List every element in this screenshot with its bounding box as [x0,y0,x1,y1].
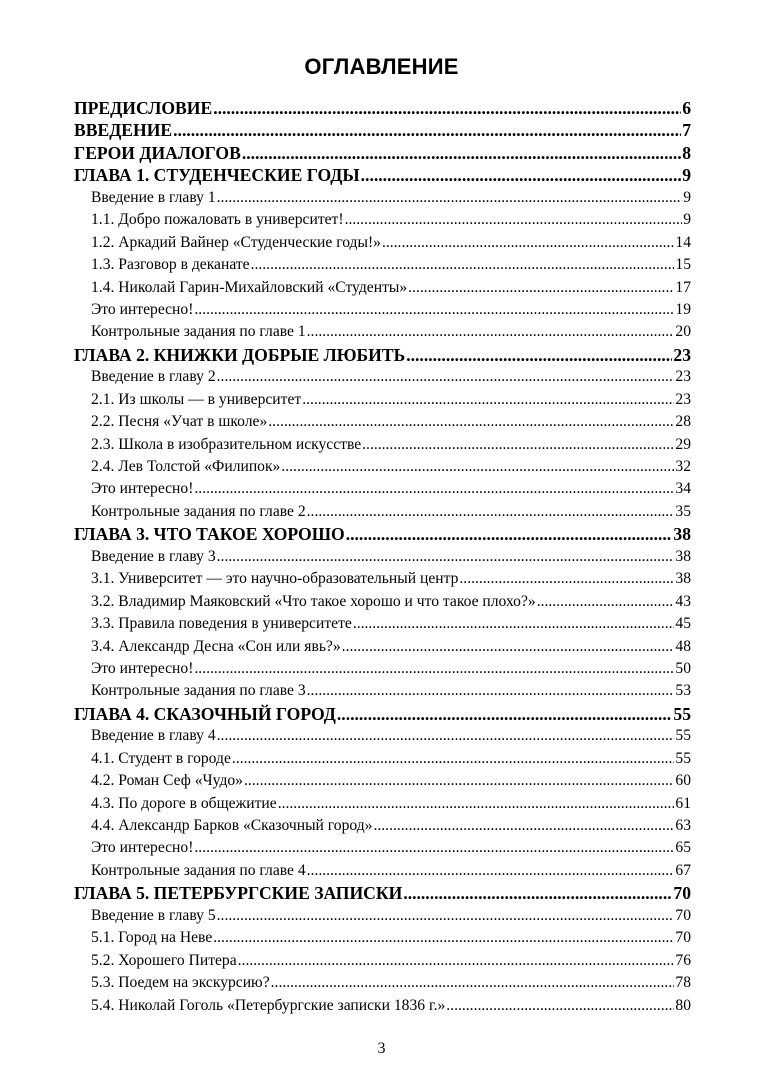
toc-entry-page: 60 [675,772,691,790]
toc-entry-label: Это интересно! [91,659,194,677]
toc-entry-page: 55 [675,727,691,745]
toc-entry-page: 9 [683,188,691,206]
dot-leader [173,119,681,141]
toc-entry-label: ВВЕДЕНИЕ [74,120,173,141]
dot-leader [242,142,681,164]
toc-section-entry [74,636,691,658]
toc-entry-page: 78 [675,974,691,992]
toc-entry-label: Контрольные задания по главе 4 [91,861,306,879]
toc-section-entry [74,837,691,859]
toc-section-entry [74,927,691,949]
toc-entry-page: 63 [675,817,691,834]
toc-chapter-entry [74,523,691,545]
toc-entry-label: 4.4. Александр Барков «Сказочный город» [91,817,373,834]
dot-leader [361,164,682,186]
table-of-contents [74,97,691,1017]
dot-leader [232,748,675,770]
toc-entry-label: Введение в главу 4 [91,727,216,745]
toc-entry-page: 23 [675,368,691,386]
dot-leader [213,927,674,949]
toc-entry-page: 53 [675,682,691,700]
dot-leader [271,972,675,994]
toc-entry-page: 55 [673,703,691,724]
toc-entry-page: 34 [675,480,691,498]
toc-section-entry [74,389,691,411]
toc-chapter-entry [74,142,691,164]
toc-entry-page: 23 [675,390,691,408]
dot-leader [194,837,674,859]
dot-leader [217,725,675,747]
dot-leader [382,232,674,254]
toc-entry-page: 67 [675,861,691,879]
toc-section-entry [74,793,691,815]
toc-entry-label: 2.2. Песня «Учат в школе» [91,413,268,431]
dot-leader [194,299,674,321]
dot-leader [373,815,674,837]
toc-entry-label: 2.3. Школа в изобразительном искусстве [91,435,362,453]
dot-leader [406,344,672,366]
dot-leader [194,658,674,680]
dot-leader [217,546,675,568]
toc-entry-page: 50 [675,659,691,677]
toc-entry-label: Это интересно! [91,480,194,498]
dot-leader [342,636,675,658]
toc-chapter-entry [74,164,691,186]
dot-leader [446,995,674,1017]
toc-entry-page: 8 [682,142,691,163]
toc-entry-page: 48 [675,637,691,655]
toc-entry-label: 5.4. Николай Гоголь «Петербургские записки 1836 г.» [91,996,446,1014]
toc-section-entry [74,546,691,568]
toc-entry-label: ГЛАВА 1. СТУДЕНЧЕСКИЕ ГОДЫ [74,165,360,186]
toc-section-entry [74,995,691,1017]
toc-section-entry [74,366,691,388]
dot-leader [345,209,683,231]
toc-section-entry [74,299,691,321]
toc-entry-page: 28 [675,413,691,431]
toc-entry-label: 2.1. Из школы — в университет [91,390,302,408]
toc-entry-label: ГЕРОИ ДИАЛОГОВ [74,142,241,163]
toc-entry-page: 70 [673,883,691,904]
toc-section-entry [74,321,691,343]
toc-entry-label: 3.3. Правила поведения в университете [91,615,352,633]
dot-leader [194,478,674,500]
toc-entry-label: 2.4. Лев Толстой «Филипок» [91,458,281,475]
toc-section-entry [74,277,691,299]
toc-entry-page: 45 [675,615,691,633]
toc-entry-page: 17 [675,278,691,296]
toc-section-entry [74,770,691,792]
toc-section-entry [74,815,691,837]
dot-leader [537,591,675,613]
toc-entry-page: 19 [675,300,691,318]
toc-section-entry [74,232,691,254]
toc-section-entry [74,860,691,882]
toc-entry-page: 70 [675,906,691,924]
dot-leader [213,97,681,119]
toc-section-entry [74,748,691,770]
toc-chapter-entry [74,703,691,725]
toc-entry-page: 65 [675,839,691,857]
toc-section-entry [74,658,691,680]
toc-section-entry [74,613,691,635]
toc-entry-page: 15 [675,256,691,274]
dot-leader [307,860,675,882]
toc-section-entry [74,411,691,433]
toc-entry-label: 1.2. Аркадий Вайнер «Студенческие годы!» [91,233,381,251]
dot-leader [302,389,674,411]
toc-entry-label: 1.4. Николай Гарин-Михайловский «Студенты» [91,278,408,296]
toc-entry-label: ГЛАВА 2. КНИЖКИ ДОБРЫЕ ЛЮБИТЬ [74,344,406,365]
toc-section-entry [74,905,691,927]
dot-leader [217,366,675,388]
toc-entry-label: 5.1. Город на Неве [91,929,213,947]
toc-section-entry [74,950,691,972]
toc-chapter-entry [74,344,691,366]
toc-entry-page: 7 [682,120,691,141]
toc-section-entry [74,187,691,209]
toc-section-entry [74,591,691,613]
toc-entry-label: ПРЕДИСЛОВИЕ [74,98,213,118]
toc-entry-page: 70 [675,929,691,947]
toc-section-entry [74,254,691,276]
dot-leader [408,277,674,299]
toc-entry-page: 9 [683,211,691,229]
toc-section-entry [74,434,691,456]
toc-entry-page: 20 [675,323,691,341]
toc-entry-page: 23 [673,344,691,365]
toc-entry-label: 5.2. Хорошего Питера [91,951,237,969]
dot-leader [459,568,674,590]
toc-section-entry [74,501,691,523]
toc-chapter-entry [74,119,691,141]
toc-section-entry [74,209,691,231]
toc-entry-label: 4.3. По дороге в общежитие [91,794,277,812]
toc-section-entry [74,680,691,702]
toc-entry-label: Введение в главу 2 [91,368,216,386]
toc-entry-label: 4.1. Студент в городе [91,749,231,767]
toc-entry-label: Введение в главу 5 [91,906,216,924]
dot-leader [403,882,672,904]
toc-entry-page: 32 [675,458,691,475]
toc-entry-label: ГЛАВА 4. СКАЗОЧНЫЙ ГОРОД [74,703,336,724]
toc-section-entry [74,568,691,590]
dot-leader [307,501,675,523]
toc-chapter-entry [74,97,691,119]
toc-entry-label: 5.3. Поедем на экскурсию? [91,974,270,992]
dot-leader [346,523,673,545]
toc-entry-page: 43 [675,592,691,610]
toc-entry-label: ГЛАВА 5. ПЕТЕРБУРГСКИЕ ЗАПИСКИ [74,883,403,904]
toc-entry-label: 3.4. Александр Десна «Сон или явь?» [91,637,341,655]
toc-entry-label: ГЛАВА 3. ЧТО ТАКОЕ ХОРОШО [74,524,345,545]
toc-entry-label: Введение в главу 3 [91,547,216,565]
dot-leader [362,434,674,456]
toc-section-entry [74,725,691,747]
dot-leader [251,254,675,276]
dot-leader [217,905,675,927]
toc-entry-page: 9 [682,165,691,186]
toc-entry-page: 80 [675,996,691,1014]
dot-leader [307,680,675,702]
toc-entry-label: 3.2. Владимир Маяковский «Что такое хорошо и что такое плохо?» [91,592,536,610]
page-number: 3 [377,1040,386,1057]
toc-entry-page: 38 [675,570,691,588]
toc-entry-page: 38 [673,524,691,545]
toc-section-entry [74,456,691,478]
toc-section-entry [74,972,691,994]
dot-leader [307,321,675,343]
toc-entry-label: 4.2. Роман Сеф «Чудо» [91,772,243,790]
toc-entry-label: Контрольные задания по главе 1 [91,323,306,341]
toc-entry-label: Контрольные задания по главе 2 [91,502,306,520]
toc-section-entry [74,478,691,500]
toc-entry-label: Это интересно! [91,300,194,318]
toc-entry-page: 76 [675,951,691,969]
dot-leader [268,411,674,433]
dot-leader [238,950,675,972]
toc-entry-page: 14 [675,233,691,251]
dot-leader [278,793,675,815]
toc-entry-page: 55 [675,749,691,767]
page-title: ОГЛАВЛЕНИЕ [304,54,459,79]
toc-entry-page: 29 [675,435,691,453]
dot-leader [244,770,674,792]
toc-entry-label: 3.1. Университет — это научно-образовательный центр [91,570,459,588]
toc-entry-label: Контрольные задания по главе 3 [91,682,306,700]
dot-leader [217,187,683,209]
toc-entry-label: 1.3. Разговор в деканате [91,256,250,274]
toc-entry-label: 1.1. Добро пожаловать в университет! [91,211,344,229]
toc-entry-page: 35 [675,502,691,520]
dot-leader [281,456,674,478]
toc-entry-label: Это интересно! [91,839,194,857]
toc-entry-page: 61 [675,794,691,812]
toc-chapter-entry [74,882,691,904]
toc-entry-page: 38 [675,547,691,565]
dot-leader [353,613,675,635]
toc-entry-label: Введение в главу 1 [91,188,216,206]
toc-entry-page: 6 [682,98,691,118]
dot-leader [337,703,673,725]
